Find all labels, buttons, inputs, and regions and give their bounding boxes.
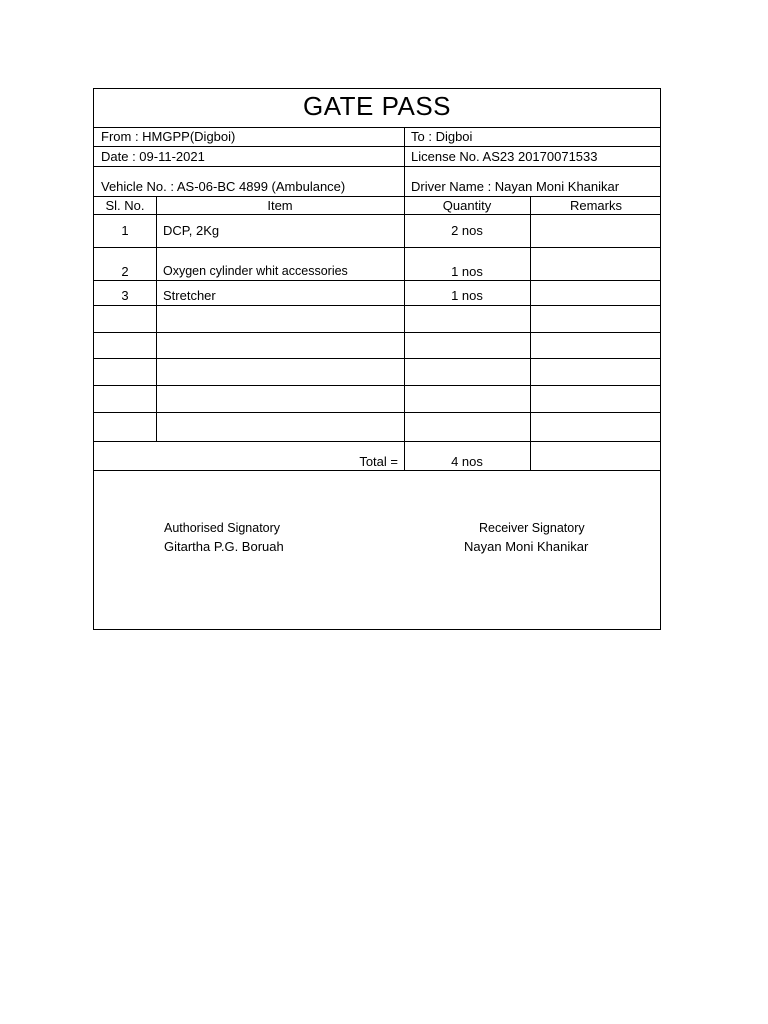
divider: [530, 196, 531, 470]
divider: [94, 247, 660, 248]
divider: [94, 305, 660, 306]
divider: [94, 166, 660, 167]
table-row-sl: 2: [121, 264, 129, 279]
receiver-signatory-label: Receiver Signatory: [479, 521, 585, 535]
divider: [94, 332, 660, 333]
table-row-item: DCP, 2Kg: [163, 223, 220, 238]
to-field: To : Digboi: [411, 129, 473, 144]
total-value: 4 nos: [451, 454, 483, 469]
divider: [94, 280, 660, 281]
divider: [94, 127, 660, 128]
vehicle-field: Vehicle No. : AS-06-BC 4899 (Ambulance): [101, 179, 346, 194]
divider: [94, 470, 660, 471]
page-title: GATE PASS: [302, 91, 452, 121]
column-header-item: Item: [267, 198, 293, 213]
divider: [94, 358, 660, 359]
divider: [94, 385, 660, 386]
column-header-sl: Sl. No.: [105, 198, 145, 213]
table-row-item: Oxygen cylinder whit accessories: [163, 264, 348, 278]
divider: [94, 412, 660, 413]
column-header-quantity: Quantity: [442, 198, 492, 213]
divider: [94, 441, 660, 442]
divider: [94, 214, 660, 215]
authorised-signatory-name: Gitartha P.G. Boruah: [164, 539, 284, 554]
table-row-quantity: 2 nos: [451, 223, 483, 238]
gate-pass-sheet: [93, 88, 661, 630]
table-row-quantity: 1 nos: [451, 264, 483, 279]
authorised-signatory-label: Authorised Signatory: [164, 521, 281, 535]
column-header-remarks: Remarks: [569, 198, 622, 213]
driver-field: Driver Name : Nayan Moni Khanikar: [411, 179, 620, 194]
divider: [94, 196, 660, 197]
table-row-item: Stretcher: [163, 288, 216, 303]
table-row-sl: 3: [121, 288, 129, 303]
license-field: License No. AS23 20170071533: [411, 149, 598, 164]
date-field: Date : 09-11-2021: [101, 149, 205, 164]
divider: [94, 146, 660, 147]
total-label: Total =: [359, 454, 398, 469]
table-row-quantity: 1 nos: [451, 288, 483, 303]
divider: [156, 196, 157, 441]
from-field: From : HMGPP(Digboi): [101, 129, 236, 144]
receiver-signatory-name: Nayan Moni Khanikar: [464, 539, 589, 554]
table-row-sl: 1: [121, 223, 129, 238]
